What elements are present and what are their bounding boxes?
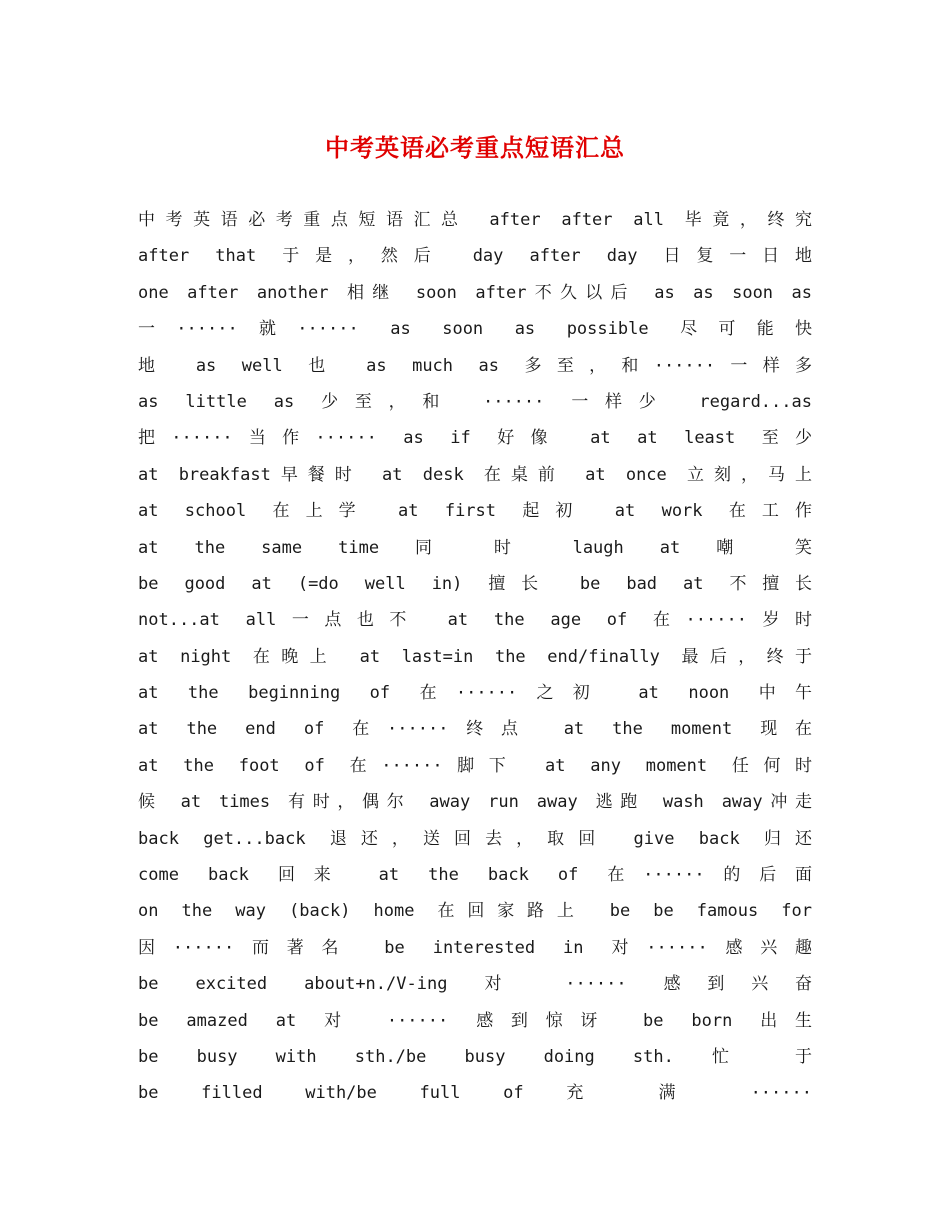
text-line: at breakfast早餐时 at desk 在桌前 at once 立刻，马上	[138, 464, 812, 485]
text-line: after that 于是，然后 day after day 日复一日地	[138, 246, 812, 267]
text-line: back get...back 退还，送回去，取回 give back 归还	[138, 828, 812, 849]
text-line: come back 回来 at the back of 在······的后面	[138, 865, 812, 886]
text-line: at school 在上学 at first 起初 at work 在工作	[138, 501, 812, 522]
text-line: 地 as well 也 as much as 多至，和······一样多	[138, 355, 812, 376]
text-line: be amazed at 对 ······ 感到惊讶 be born 出生	[138, 1010, 812, 1031]
text-line: one after another 相继 soon after不久以后 as as soon as	[138, 282, 812, 303]
text-line: 候 at times 有时，偶尔 away run away 逃跑 wash away冲走	[138, 792, 812, 813]
text-line: at the same time 同 时 laugh at 嘲 笑	[138, 537, 812, 558]
text-line: at night 在晚上 at last=in the end/finally 最后，终于	[138, 646, 812, 667]
text-line: not...at all一点也不 at the age of 在······岁时	[138, 610, 812, 631]
text-line: 把······当作······ as if 好像 at at least 至少	[138, 428, 812, 449]
text-line: be filled with/be full of 充 满 ······	[138, 1083, 812, 1104]
text-line: on the way (back) home 在回家路上 be be famous for	[138, 901, 812, 922]
text-line: 一······就······ as soon as possible 尽可能快	[138, 319, 812, 340]
text-line: at the foot of 在······脚下 at any moment 任何时	[138, 755, 812, 776]
text-line: at the beginning of 在······之初 at noon 中午	[138, 683, 812, 704]
document-body	[138, 202, 812, 1112]
text-line: be good at (=do well in) 擅长 be bad at 不擅长	[138, 573, 812, 594]
text-line: 因······而著名 be interested in 对······感兴趣	[138, 937, 812, 958]
document-title: 中考英语必考重点短语汇总	[325, 133, 625, 162]
text-line: 中考英语必考重点短语汇总 after after all 毕竟，终究	[138, 210, 812, 230]
text-line: as little as 少至，和 ······ 一样少 regard...as	[138, 391, 812, 412]
text-line: at the end of 在······终点 at the moment 现在	[138, 719, 812, 740]
text-line: be busy with sth./be busy doing sth. 忙 于	[138, 1046, 812, 1067]
text-line: be excited about+n./V-ing 对 ······ 感到兴奋	[138, 974, 812, 995]
